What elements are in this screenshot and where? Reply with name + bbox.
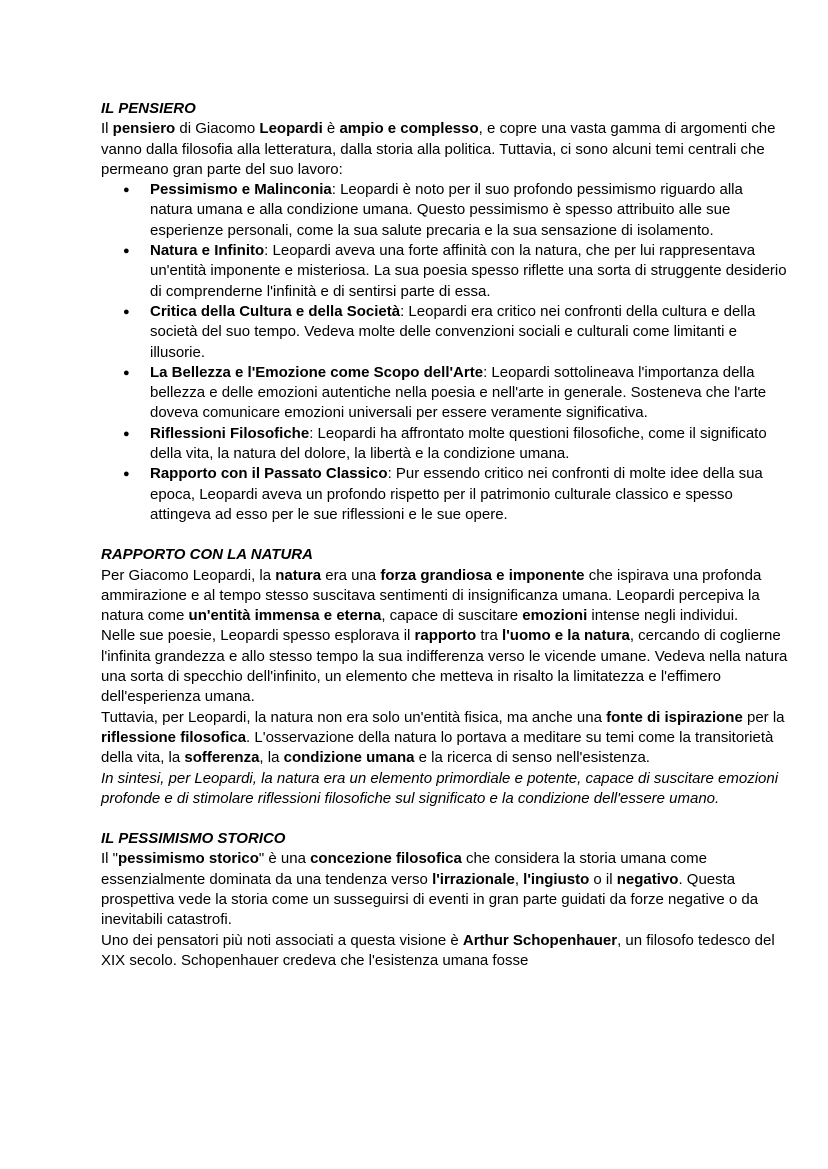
text-run: intense negli individui.	[587, 607, 739, 625]
bold-term: Leopardi	[259, 120, 323, 138]
bold-term: Critica della Cultura e della Società	[150, 302, 401, 320]
list-item	[150, 241, 788, 302]
text-run: , e copre una vasta gamma di argomenti che vanno dalla filosofia alla letteratura, dalla storia alla politica. Tuttavia, ci sono alcuni temi centrali che permeano gran parte del suo lavoro:	[101, 120, 776, 178]
bold-term: rapporto	[414, 627, 477, 645]
bold-term: l'ingiusto	[523, 870, 590, 888]
text-run: che considera la storia umana come essenzialmente dominata da una tendenza verso	[101, 850, 707, 888]
paragraph	[101, 626, 788, 707]
text-run: e la ricerca di senso nell'esistenza.	[414, 749, 650, 767]
list-item	[150, 302, 788, 363]
list-item	[150, 180, 788, 241]
bold-term: un'entità immensa e eterna	[188, 607, 382, 625]
list-item	[150, 464, 788, 525]
list-item	[150, 363, 788, 424]
text-run: : Leopardi era critico nei confronti della cultura e della società del suo tempo. Vedeva molte delle convenzioni sociali e culturali come limitanti e illusorie.	[150, 302, 756, 361]
text-run: , un filosofo tedesco del XIX secolo. Schopenhauer credeva che l'esistenza umana fosse	[101, 931, 775, 969]
section-title: RAPPORTO CON LA NATURA	[101, 546, 313, 564]
text-run: era una	[321, 566, 381, 584]
text-run: . L'osservazione della natura lo portava a meditare su temi come la transitorietà della vita, la	[101, 728, 774, 767]
bold-term: negativo	[616, 870, 679, 888]
text-run: Il	[101, 120, 113, 138]
paragraph	[101, 566, 788, 627]
text-run: : Pur essendo critico nei confronti di molte idee della sua epoca, Leopardi aveva un profondo rispetto per il patrimonio culturale classico e spesso attingeva ad esso per le sue riflessioni e le sue opere.	[150, 465, 763, 523]
text-run: di Giacomo	[175, 120, 260, 138]
themes-list	[101, 180, 788, 525]
section-title: IL PESSIMISMO STORICO	[101, 830, 286, 848]
bold-term: Pessimismo e Malinconia	[150, 181, 332, 199]
text-run: Nelle sue poesie, Leopardi spesso esplorava il	[101, 627, 415, 645]
text-run: Tuttavia, per Leopardi, la natura non era solo un'entità fisica, ma anche una	[101, 708, 607, 726]
bold-term: pensiero	[112, 120, 176, 138]
text-run: . Questa prospettiva vede la storia come un susseguirsi di eventi in gran parte guidati da forze negative o da inevitabili catastrofi.	[101, 870, 759, 929]
paragraph	[101, 931, 788, 972]
text-run: : Leopardi aveva una forte affinità con la natura, che per lui rappresentava un'entità imponente e misteriosa. La sua poesia spesso riflette una sorta di struggente desiderio di comprenderne l'infinità e di sentirsi parte di essa.	[150, 242, 787, 300]
text-run: , la	[259, 749, 284, 767]
bold-term: La Bellezza e l'Emozione come Scopo dell'Arte	[150, 363, 484, 381]
text-run: Per Giacomo Leopardi, la	[101, 566, 276, 584]
bold-term: natura	[275, 566, 322, 584]
bold-term: Arthur Schopenhauer	[462, 931, 618, 949]
text-run: , capace di suscitare	[381, 607, 523, 625]
bold-term: sofferenza	[184, 749, 260, 767]
intro-paragraph	[101, 119, 788, 180]
text-run: ,	[514, 870, 524, 888]
bold-term: l'irrazionale	[432, 870, 515, 888]
text-run: o il	[589, 870, 617, 888]
bold-term: forza grandiosa e imponente	[380, 566, 585, 584]
summary-paragraph: In sintesi, per Leopardi, la natura era un elemento primordiale e potente, capace di suscitare emozioni profonde e di stimolare riflessioni filosofiche sul significato e la condizione dell'essere umano.	[101, 769, 779, 807]
bold-term: concezione filosofica	[310, 850, 462, 868]
bold-term: riflessione filosofica	[101, 728, 247, 746]
text-run: per la	[742, 708, 785, 726]
text-run: : Leopardi ha affrontato molte questioni filosofiche, come il significato della vita, la natura del dolore, la libertà e la condizione umana.	[150, 424, 767, 463]
bold-term: fonte di ispirazione	[606, 708, 743, 726]
paragraph	[101, 849, 788, 930]
bold-term: emozioni	[522, 607, 588, 625]
text-run: : Leopardi è noto per il suo profondo pessimismo riguardo alla natura umana e alla condizione umana. Questo pessimismo è spesso attribuito alle sue esperienze personali, come la sua salute precaria e la sua sensazione di isolamento.	[150, 181, 743, 239]
section-rapporto-natura	[101, 545, 788, 809]
bold-term: ampio e complesso	[339, 120, 479, 138]
text-run: , cercando di coglierne l'infinita grandezza e allo stesso tempo la sua indifferenza verso le vicende umane. Vedeva nella natura una sorta di specchio dell'infinito, un elemento che metteva in risalto la limitatezza e l'effimero dell'esperienza umana.	[101, 627, 788, 706]
bold-term: Rapporto con il Passato Classico	[150, 465, 388, 483]
text-run: " è una	[258, 850, 311, 868]
bold-term: l'uomo e la natura	[502, 627, 630, 645]
section-title: IL PENSIERO	[101, 100, 196, 117]
bold-term: condizione umana	[283, 749, 415, 767]
text-run: che ispirava una profonda ammirazione e al tempo stesso suscitava sentimenti di insignificanza umana. Leopardi percepiva la natura come	[101, 566, 762, 625]
text-run: Il "	[101, 850, 118, 868]
paragraph	[101, 708, 788, 769]
text-run: tra	[476, 627, 503, 645]
list-item	[150, 424, 788, 465]
bold-term: Riflessioni Filosofiche	[150, 424, 310, 442]
section-il-pensiero	[101, 99, 788, 525]
bold-term: Natura e Infinito	[150, 242, 265, 260]
section-pessimismo-storico	[101, 829, 788, 971]
text-run: : Leopardi sottolineava l'importanza della bellezza e delle emozioni autentiche nella poesia e nell'arte in generale. Sosteneva che l'arte doveva comunicare emozioni universali per essere veramente significativa.	[150, 363, 767, 422]
text-run: Uno dei pensatori più noti associati a questa visione è	[101, 931, 463, 949]
text-run: è	[322, 120, 340, 138]
bold-term: pessimismo storico	[118, 850, 259, 868]
